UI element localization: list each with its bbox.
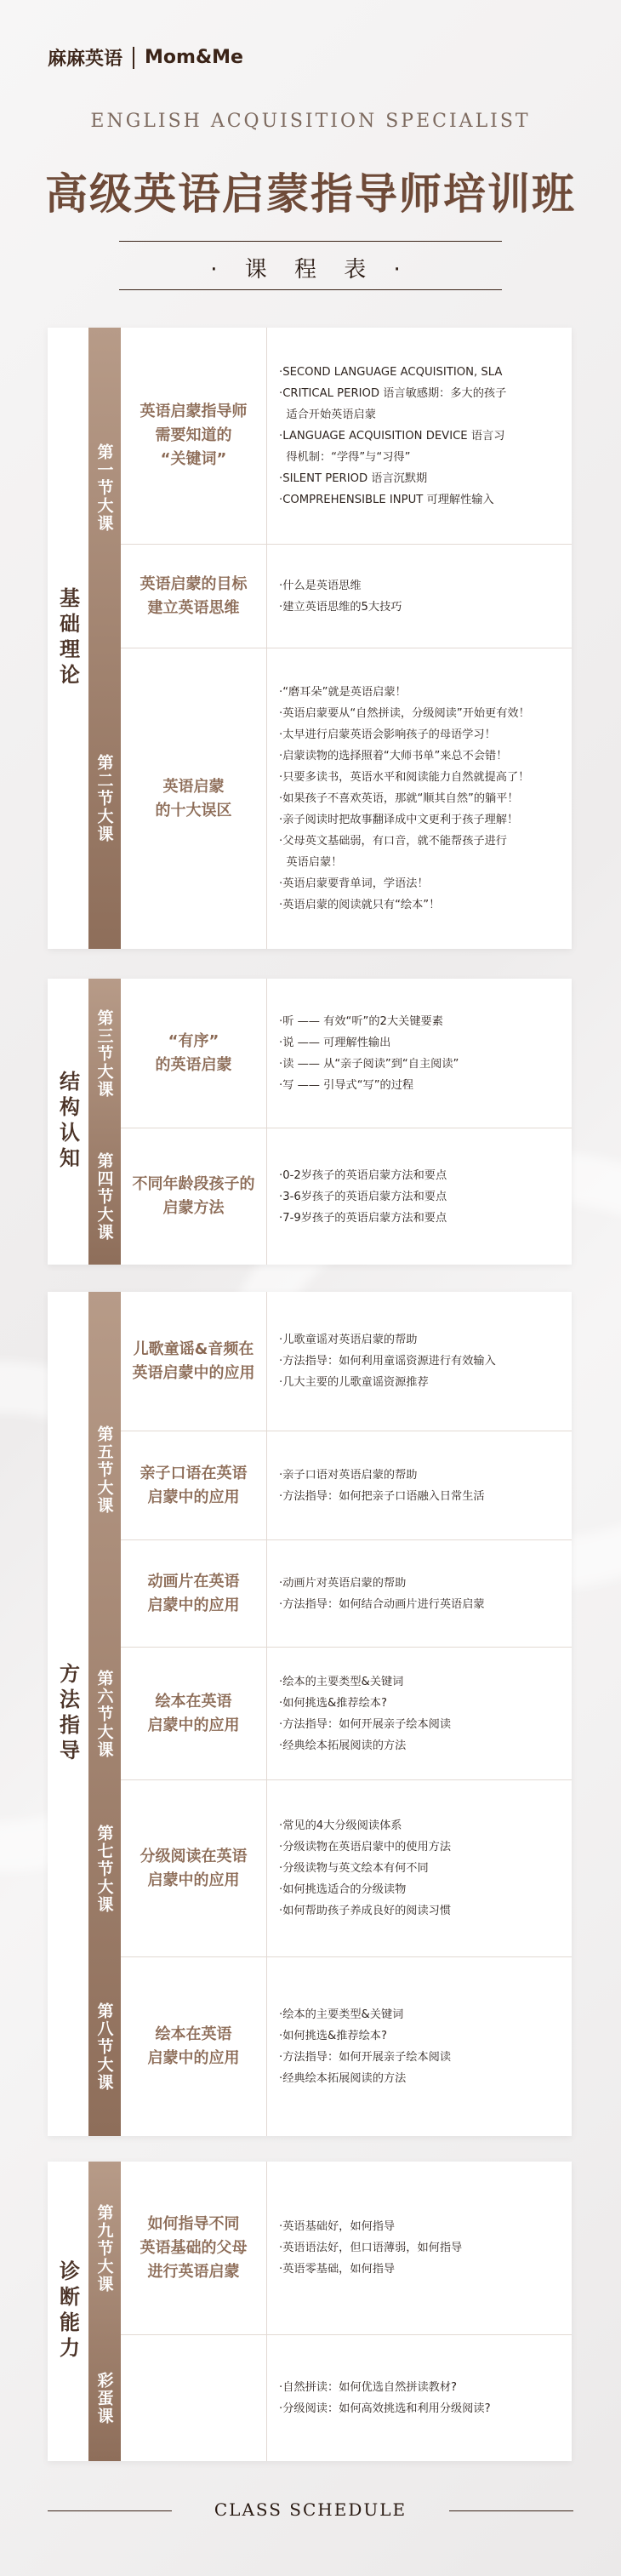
row-topic: 亲子口语在英语 启蒙中的应用 <box>121 1431 267 1539</box>
lesson-band <box>88 328 121 949</box>
point-item: ·如何挑选&推荐绘本? <box>279 1696 387 1710</box>
lesson-label-text: 第二节大课 <box>94 754 114 843</box>
row-topic: 动画片在英语 启蒙中的应用 <box>121 1540 267 1647</box>
point-item: ·方法指导：如何开展亲子绘本阅读 <box>279 2051 452 2064</box>
point-item: ·常见的4大分级阅读体系 <box>279 1819 402 1832</box>
point-item: ·CRITICAL PERIOD 语言敏感期：多大的孩子 适合开始英语启蒙 <box>279 386 507 421</box>
table-row <box>121 1957 572 2136</box>
section-category <box>48 1292 88 2136</box>
lesson-label-text: 第五节大课 <box>94 1425 114 1515</box>
brand-en: Mom&Me <box>145 47 243 68</box>
table-row <box>121 979 572 1128</box>
schedule-section <box>48 979 572 1265</box>
row-points <box>279 979 565 1128</box>
point-item: ·绘本的主要类型&关键词 <box>279 2008 404 2021</box>
point-item: ·写 —— 引导式“写”的过程 <box>279 1078 414 1092</box>
point-item: ·3-6岁孩子的英语启蒙方法和要点 <box>279 1190 447 1203</box>
point-item: ·“磨耳朵”就是英语启蒙！ <box>279 686 407 699</box>
point-item: ·分级读物与英文绘本有何不同 <box>279 1862 429 1875</box>
row-topic: 绘本在英语 启蒙中的应用 <box>121 1957 267 2136</box>
schedule-label: · 课 程 表 · <box>210 257 411 283</box>
table-row <box>121 328 572 545</box>
row-points <box>279 1540 565 1647</box>
table-row <box>121 648 572 949</box>
row-points <box>279 1957 565 2136</box>
footer-rule-right <box>449 2510 573 2511</box>
point-item: ·英语基础好，如何指导 <box>279 2220 396 2233</box>
table-row <box>121 1780 572 1957</box>
row-points <box>279 545 565 648</box>
lesson-label <box>88 1648 121 1780</box>
row-topic: 儿歌童谣&音频在 英语启蒙中的应用 <box>121 1292 267 1431</box>
lesson-label <box>88 979 121 1128</box>
point-item: ·儿歌童谣对英语启蒙的帮助 <box>279 1334 418 1346</box>
lesson-label <box>88 328 121 648</box>
lesson-label-text: 第九节大课 <box>94 2203 114 2293</box>
lesson-label-text: 第四节大课 <box>94 1151 114 1242</box>
point-item: ·7-9岁孩子的英语启蒙方法和要点 <box>279 1211 447 1225</box>
table-row <box>121 1648 572 1780</box>
table-row <box>121 2335 572 2461</box>
section-category <box>48 328 88 949</box>
point-item: ·太早进行启蒙英语会影响孩子的母语学习！ <box>279 728 496 741</box>
section-category <box>48 979 88 1265</box>
lesson-label <box>88 1292 121 1648</box>
point-item: ·英语启蒙要背单词，学语法！ <box>279 877 429 890</box>
point-item: ·如何挑选适合的分级读物 <box>279 1883 407 1896</box>
point-item: ·自然拼读：如何优选自然拼读教材? <box>279 2381 458 2394</box>
lesson-band <box>88 979 121 1265</box>
row-topic: 不同年龄段孩子的 启蒙方法 <box>121 1128 267 1265</box>
schedule-section <box>48 328 572 949</box>
brand <box>48 44 243 71</box>
lesson-band <box>88 1292 121 2136</box>
point-item: ·只要多读书，英语水平和阅读能力自然就提高了！ <box>279 771 530 784</box>
brand-cn: 麻麻英语 <box>48 49 123 70</box>
table-row <box>121 1292 572 1431</box>
top-rule <box>119 241 502 242</box>
point-item: ·方法指导：如何开展亲子绘本阅读 <box>279 1717 452 1731</box>
point-item: ·如何帮助孩子养成良好的阅读习惯 <box>279 1905 452 1917</box>
point-item: ·分级阅读：如何高效挑选和利用分级阅读? <box>279 2402 491 2415</box>
point-item: ·方法指导：如何利用童谣资源进行有效输入 <box>279 1355 496 1368</box>
row-topic: 分级阅读在英语 启蒙中的应用 <box>121 1780 267 1956</box>
point-item: ·方法指导：如何结合动画片进行英语启蒙 <box>279 1597 485 1611</box>
section-category <box>48 2162 88 2461</box>
row-points <box>279 1780 565 1956</box>
point-item: ·绘本的主要类型&关键词 <box>279 1675 404 1688</box>
point-item: ·英语启蒙的阅读就只有“绘本”！ <box>279 899 441 911</box>
point-item: ·LANGUAGE ACQUISITION DEVICE 语言习 得机制：“学得”与“习得” <box>279 429 505 464</box>
point-item: ·亲子口语对英语启蒙的帮助 <box>279 1468 418 1482</box>
row-points <box>279 1431 565 1539</box>
row-points <box>279 2335 565 2461</box>
lesson-band <box>88 2162 121 2461</box>
row-topic: 英语启蒙 的十大误区 <box>121 648 267 949</box>
table-row <box>121 1540 572 1648</box>
lesson-label <box>88 648 121 949</box>
table-row <box>121 545 572 648</box>
point-item: ·如何挑选&推荐绘本? <box>279 2030 387 2042</box>
row-topic <box>121 2335 267 2461</box>
table-row <box>121 2162 572 2335</box>
point-item: ·动画片对英语启蒙的帮助 <box>279 1576 407 1590</box>
row-topic: “有序” 的英语启蒙 <box>121 979 267 1128</box>
subtitle: ENGLISH ACQUISITION SPECIALIST <box>90 111 531 132</box>
point-item: ·父母英文基础弱，有口音，就不能帮孩子进行 英语启蒙！ <box>279 835 507 869</box>
schedule-section <box>48 1292 572 2136</box>
lesson-label <box>88 1128 121 1265</box>
point-item: ·经典绘本拓展阅读的方法 <box>279 1739 407 1752</box>
point-item: ·COMPREHENSIBLE INPUT 可理解性输入 <box>279 493 494 506</box>
point-item: ·0-2岁孩子的英语启蒙方法和要点 <box>279 1168 447 1182</box>
page-title: 高级英语启蒙指导师培训班 <box>45 168 576 219</box>
section-category-label: 诊断能力 <box>55 2260 80 2362</box>
lesson-label <box>88 2335 121 2461</box>
point-item: ·几大主要的儿歌童谣资源推荐 <box>279 1376 429 1389</box>
bottom-rule <box>119 289 502 290</box>
lesson-label-text: 彩蛋课 <box>94 2371 114 2425</box>
lesson-label-text: 第八节大课 <box>94 2002 114 2092</box>
lesson-label-text: 第一节大课 <box>94 443 114 533</box>
lesson-label <box>88 1780 121 1957</box>
point-item: ·SECOND LANGUAGE ACQUISITION, SLA <box>279 365 503 379</box>
point-item: ·什么是英语思维 <box>279 579 362 592</box>
row-points <box>279 328 565 544</box>
point-item: ·英语语法好，但口语薄弱，如何指导 <box>279 2242 463 2254</box>
lesson-label <box>88 2162 121 2335</box>
row-topic: 绘本在英语 启蒙中的应用 <box>121 1648 267 1779</box>
row-topic: 如何指导不同 英语基础的父母 进行英语启蒙 <box>121 2162 267 2334</box>
section-category-label: 结构认知 <box>55 1071 80 1173</box>
row-points <box>279 1292 565 1431</box>
brand-separator <box>133 47 134 69</box>
schedule-section <box>48 2162 572 2461</box>
point-item: ·如果孩子不喜欢英语，那就“顺其自然”的躺平！ <box>279 792 519 805</box>
point-item: ·亲子阅读时把故事翻译成中文更利于孩子理解！ <box>279 814 519 826</box>
row-points <box>279 1648 565 1779</box>
point-item: ·说 —— 可理解性输出 <box>279 1036 391 1049</box>
row-topic: 英语启蒙指导师 需要知道的 “关键词” <box>121 328 267 544</box>
table-row <box>121 1128 572 1265</box>
point-item: ·听 —— 有效“听”的2大关键要素 <box>279 1014 443 1028</box>
table-row <box>121 1431 572 1540</box>
lesson-label <box>88 1957 121 2136</box>
point-item: ·英语启蒙要从“自然拼读，分级阅读”开始更有效！ <box>279 707 530 720</box>
footer-label: CLASS SCHEDULE <box>214 2499 407 2520</box>
section-category-label: 方法指导 <box>55 1663 80 1765</box>
row-topic: 英语启蒙的目标 建立英语思维 <box>121 545 267 648</box>
lesson-label-text: 第六节大课 <box>94 1669 114 1759</box>
point-item: ·分级读物在英语启蒙中的使用方法 <box>279 1841 452 1853</box>
row-points <box>279 648 565 949</box>
row-points <box>279 2162 565 2334</box>
lesson-label-text: 第三节大课 <box>94 1008 114 1099</box>
lesson-label-text: 第七节大课 <box>94 1824 114 1914</box>
point-item: ·英语零基础，如何指导 <box>279 2263 396 2276</box>
point-item: ·读 —— 从“亲子阅读”到“自主阅读” <box>279 1057 459 1071</box>
point-item: ·SILENT PERIOD 语言沉默期 <box>279 471 428 485</box>
point-item: ·经典绘本拓展阅读的方法 <box>279 2072 407 2085</box>
point-item: ·方法指导：如何把亲子口语融入日常生活 <box>279 1489 485 1503</box>
point-item: ·建立英语思维的5大技巧 <box>279 600 402 614</box>
row-points <box>279 1128 565 1265</box>
section-category-label: 基础理论 <box>55 587 80 689</box>
point-item: ·启蒙读物的选择照着“大师书单”来总不会错！ <box>279 750 508 763</box>
